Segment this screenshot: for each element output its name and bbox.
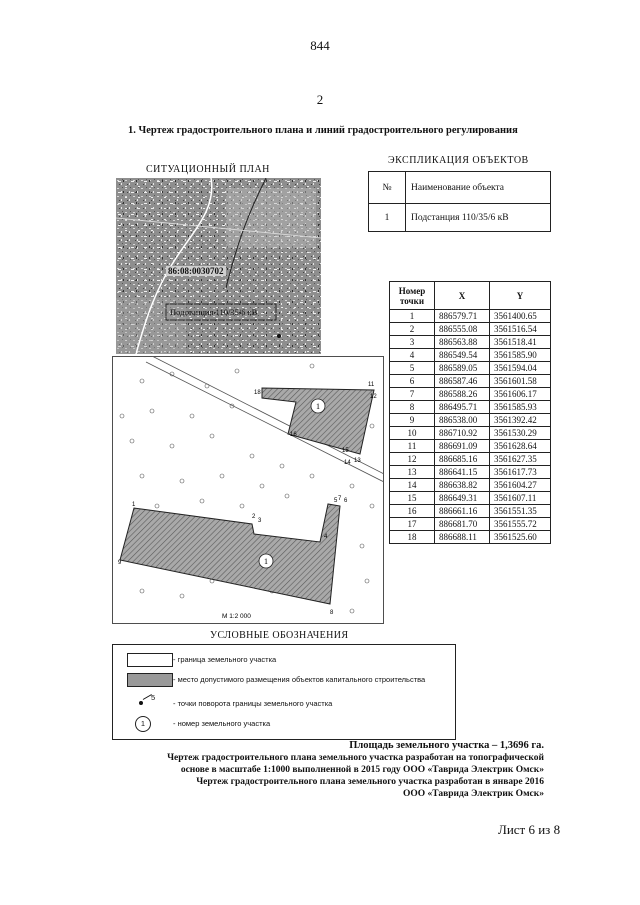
boundary-point-label: 15: [342, 448, 349, 454]
coords-x: 886589.05: [435, 362, 490, 375]
legend-point-marker: [139, 701, 143, 705]
coords-point: 17: [390, 518, 435, 531]
coords-body: [390, 310, 551, 544]
boundary-point-label: 2: [252, 514, 256, 520]
explication-header-name: Наименование объекта: [406, 172, 551, 204]
boundary-point-label: 14: [344, 460, 351, 466]
coords-header-y: Y: [490, 282, 551, 310]
coords-point: 3: [390, 336, 435, 349]
page-number: 844: [310, 38, 330, 53]
footer-line-2: основе в масштабе 1:1000 выполненной в 2015 году ООО «Таврида Электрик Омск»: [180, 765, 544, 775]
coords-x: 886555.08: [435, 323, 490, 336]
coords-point: 12: [390, 453, 435, 466]
boundary-point-label: 3: [258, 518, 262, 524]
coords-row: [390, 453, 551, 466]
coords-y: 3561516.54: [490, 323, 551, 336]
coords-y: 3561551.35: [490, 505, 551, 518]
coords-row: [390, 323, 551, 336]
legend-text-points: - точки поворота границы земельного участка: [173, 699, 333, 708]
coords-x: 886649.31: [435, 492, 490, 505]
coords-y: 3561628.64: [490, 440, 551, 453]
boundary-point-label: 13: [354, 458, 361, 464]
situational-map: [116, 178, 321, 354]
boundary-point-label: 18: [254, 390, 261, 396]
explication-row-number: 1: [369, 204, 406, 232]
coords-x: 886495.71: [435, 401, 490, 414]
coords-row: [390, 505, 551, 518]
boundary-point-label: 5: [334, 498, 338, 504]
coords-x: 886638.82: [435, 479, 490, 492]
boundary-point-label: 6: [344, 498, 348, 504]
coords-y: 3561585.90: [490, 349, 551, 362]
coords-y: 3561606.17: [490, 388, 551, 401]
coords-x: 886587.46: [435, 375, 490, 388]
explication-title: ЭКСПЛИКАЦИЯ ОБЪЕКТОВ: [388, 155, 529, 166]
boundary-point-label: 1: [132, 502, 136, 508]
coords-y: 3561518.41: [490, 336, 551, 349]
coords-x: 886538.00: [435, 414, 490, 427]
parcel-number-north: 1: [316, 402, 320, 411]
explication-row-name: Подстанция 110/35/6 кВ: [406, 204, 551, 232]
coords-row: [390, 349, 551, 362]
sub-page-number: 2: [316, 92, 324, 107]
coords-row: [390, 375, 551, 388]
boundary-point-label: 7: [338, 496, 342, 502]
footer-line-3: Чертеж градостроительного плана земельного участка разработан в январе 2016: [196, 777, 544, 787]
coords-point: 14: [390, 479, 435, 492]
coords-point: 2: [390, 323, 435, 336]
boundary-point-label: 11: [368, 382, 375, 388]
coords-point: 6: [390, 375, 435, 388]
coords-point: 4: [390, 349, 435, 362]
legend-text-parcel-number: - номер земельного участка: [173, 719, 271, 728]
coords-point: 15: [390, 492, 435, 505]
boundary-point-label: 12: [370, 394, 377, 400]
parcel-number-south: 1: [264, 557, 268, 566]
coords-y: 3561594.04: [490, 362, 551, 375]
coords-point: 1: [390, 310, 435, 323]
legend-text-allowed-area: - место допустимого размещения объектов капитального строительства: [173, 675, 426, 684]
legend-point-sample: 5: [151, 693, 156, 702]
site-plan-graphic: [112, 356, 384, 624]
coordinates-table: [389, 281, 551, 544]
site-plan: [112, 356, 384, 624]
coords-x: 886579.71: [435, 310, 490, 323]
legend-number-sample: 1: [135, 716, 151, 732]
coords-y: 3561400.65: [490, 310, 551, 323]
footer-notes: [110, 740, 544, 800]
coords-point: 7: [390, 388, 435, 401]
explication-header-number: №: [369, 172, 406, 204]
coords-row: [390, 336, 551, 349]
coords-row: [390, 362, 551, 375]
parcel-cadastral-label: 86:08:0030702: [168, 266, 224, 276]
situational-plan-title: СИТУАЦИОННЫЙ ПЛАН: [146, 164, 270, 175]
coords-y: 3561627.35: [490, 453, 551, 466]
footer-line-1: Чертеж градостроительного плана земельного участка разработан на топографической: [167, 753, 544, 763]
coords-header-x: X: [435, 282, 490, 310]
section-heading: 1. Чертеж градостроительного плана и линий градостроительного регулирования: [128, 125, 518, 136]
coords-point: 5: [390, 362, 435, 375]
coords-point: 13: [390, 466, 435, 479]
coords-row: [390, 440, 551, 453]
plan-scale: М 1:2 000: [222, 613, 251, 620]
coords-x: 886661.16: [435, 505, 490, 518]
coords-header-point: Номер точки: [390, 282, 435, 310]
coords-x: 886641.15: [435, 466, 490, 479]
legend-box: [112, 644, 456, 740]
sheet-number: Лист 6 из 8: [498, 822, 561, 837]
coords-row: [390, 518, 551, 531]
boundary-point-label: 8: [330, 610, 334, 616]
coords-y: 3561617.73: [490, 466, 551, 479]
coords-row: [390, 310, 551, 323]
coords-y: 3561525.60: [490, 531, 551, 544]
coords-point: 8: [390, 401, 435, 414]
coords-y: 3561530.29: [490, 427, 551, 440]
coords-point: 16: [390, 505, 435, 518]
coords-x: 886688.11: [435, 531, 490, 544]
coords-x: 886549.54: [435, 349, 490, 362]
coords-point: 18: [390, 531, 435, 544]
coords-point: 10: [390, 427, 435, 440]
coords-row: [390, 388, 551, 401]
coords-row: [390, 401, 551, 414]
legend-text-boundary: - граница земельного участка: [173, 655, 277, 664]
coords-x: 886681.70: [435, 518, 490, 531]
coords-y: 3561607.11: [490, 492, 551, 505]
coords-x: 886691.09: [435, 440, 490, 453]
coords-row: [390, 492, 551, 505]
coords-x: 886710.92: [435, 427, 490, 440]
substation-map-label: Подстанция 110/35/6 кВ: [170, 307, 258, 317]
coords-point: 11: [390, 440, 435, 453]
legend-swatch-boundary: [127, 653, 173, 667]
coords-x: 886563.88: [435, 336, 490, 349]
coords-x: 886588.26: [435, 388, 490, 401]
coords-y: 3561555.72: [490, 518, 551, 531]
boundary-point-label: 16: [290, 432, 297, 438]
footer-line-4: ООО «Таврида Электрик Омск»: [403, 789, 544, 799]
coords-row: [390, 466, 551, 479]
coords-x: 886685.16: [435, 453, 490, 466]
coords-y: 3561585.93: [490, 401, 551, 414]
legend-swatch-hatch: [127, 673, 173, 687]
coords-row: [390, 427, 551, 440]
coords-row: [390, 531, 551, 544]
boundary-point-label: 4: [324, 534, 328, 540]
parcel-area: Площадь земельного участка – 1,3696 га.: [349, 740, 544, 751]
coords-row: [390, 479, 551, 492]
coords-y: 3561392.42: [490, 414, 551, 427]
coords-point: 9: [390, 414, 435, 427]
coords-y: 3561604.27: [490, 479, 551, 492]
coords-y: 3561601.58: [490, 375, 551, 388]
legend-title: УСЛОВНЫЕ ОБОЗНАЧЕНИЯ: [210, 630, 349, 641]
explication-table: [368, 171, 551, 232]
coords-row: [390, 414, 551, 427]
boundary-point-label: 9: [118, 560, 122, 566]
